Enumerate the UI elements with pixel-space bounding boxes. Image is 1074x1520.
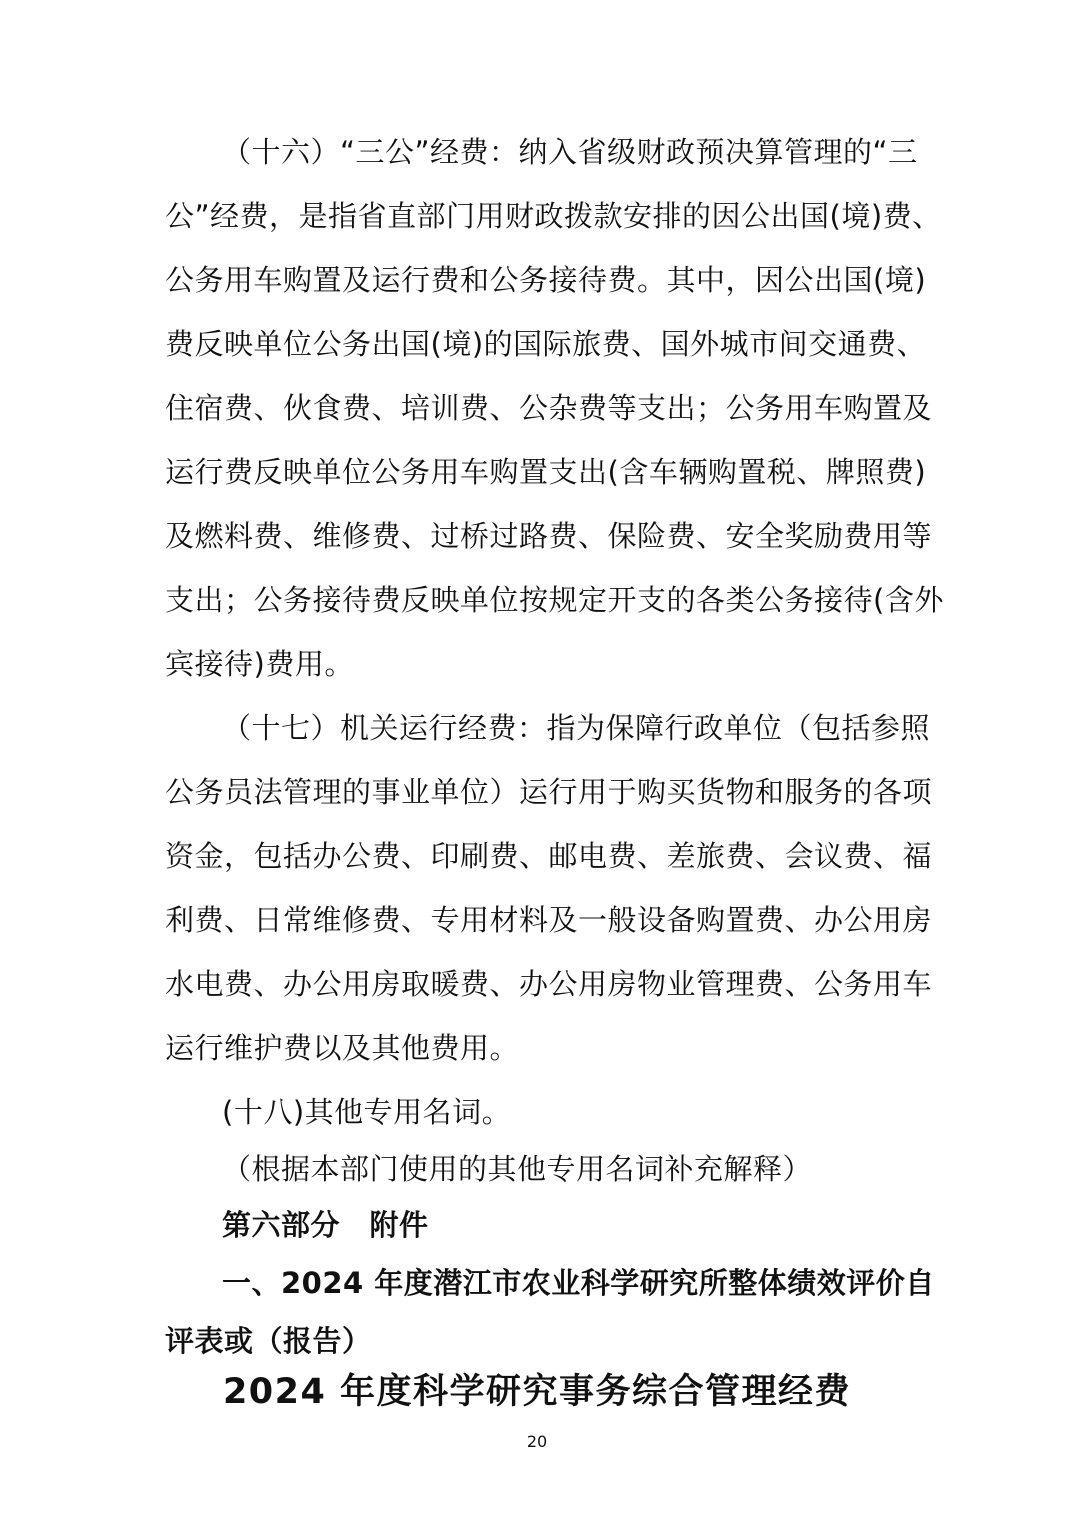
paragraph-18: (十八)其他专用名词。 bbox=[222, 1095, 512, 1129]
attachment-heading-line-2: 评表或（报告） bbox=[165, 1324, 372, 1358]
paragraph-17-line-1: （十七）机关运行经费：指为保障行政单位（包括参照 bbox=[222, 711, 931, 745]
paragraph-18-note: （根据本部门使用的其他专用名词补充解释） bbox=[222, 1152, 813, 1186]
page-number: 20 bbox=[526, 1432, 548, 1451]
paragraph-17-line-5: 水电费、办公用房取暖费、办公用房物业管理费、公务用车 bbox=[165, 967, 933, 1001]
paragraph-16-line-6: 运行费反映单位公务用车购置支出(含车辆购置税、牌照费) bbox=[165, 455, 927, 489]
paragraph-16-line-5: 住宿费、伙食费、培训费、公杂费等支出；公务用车购置及 bbox=[165, 391, 933, 425]
paragraph-16-line-4: 费反映单位公务出国(境)的国际旅费、国外城市间交通费、 bbox=[165, 327, 927, 361]
paragraph-16-line-3: 公务用车购置及运行费和公务接待费。其中，因公出国(境) bbox=[165, 263, 927, 297]
paragraph-17-line-4: 利费、日常维修费、专用材料及一般设备购置费、办公用房 bbox=[165, 903, 933, 937]
paragraph-16-line-8: 支出；公务接待费反映单位按规定开支的各类公务接待(含外 bbox=[165, 583, 944, 617]
paragraph-16-line-1: （十六）“三公”经费：纳入省级财政预决算管理的“三 bbox=[222, 135, 918, 169]
attachment-heading-line-1: 一、2024 年度潜江市农业科学研究所整体绩效评价自 bbox=[222, 1266, 935, 1300]
paragraph-16-line-9: 宾接待)费用。 bbox=[165, 647, 354, 681]
paragraph-16-line-7: 及燃料费、维修费、过桥过路费、保险费、安全奖励费用等 bbox=[165, 519, 933, 553]
paragraph-16-line-2: 公”经费，是指省直部门用财政拨款安排的因公出国(境)费、 bbox=[165, 199, 942, 233]
paragraph-17-line-6: 运行维护费以及其他费用。 bbox=[165, 1031, 520, 1065]
section-heading: 第六部分 附件 bbox=[222, 1208, 429, 1242]
paragraph-17-line-2: 公务员法管理的事业单位）运行用于购买货物和服务的各项 bbox=[165, 775, 933, 809]
paragraph-17-line-3: 资金，包括办公费、印刷费、邮电费、差旅费、会议费、福 bbox=[165, 839, 933, 873]
table-title: 2024 年度科学研究事务综合管理经费 bbox=[222, 1372, 852, 1412]
